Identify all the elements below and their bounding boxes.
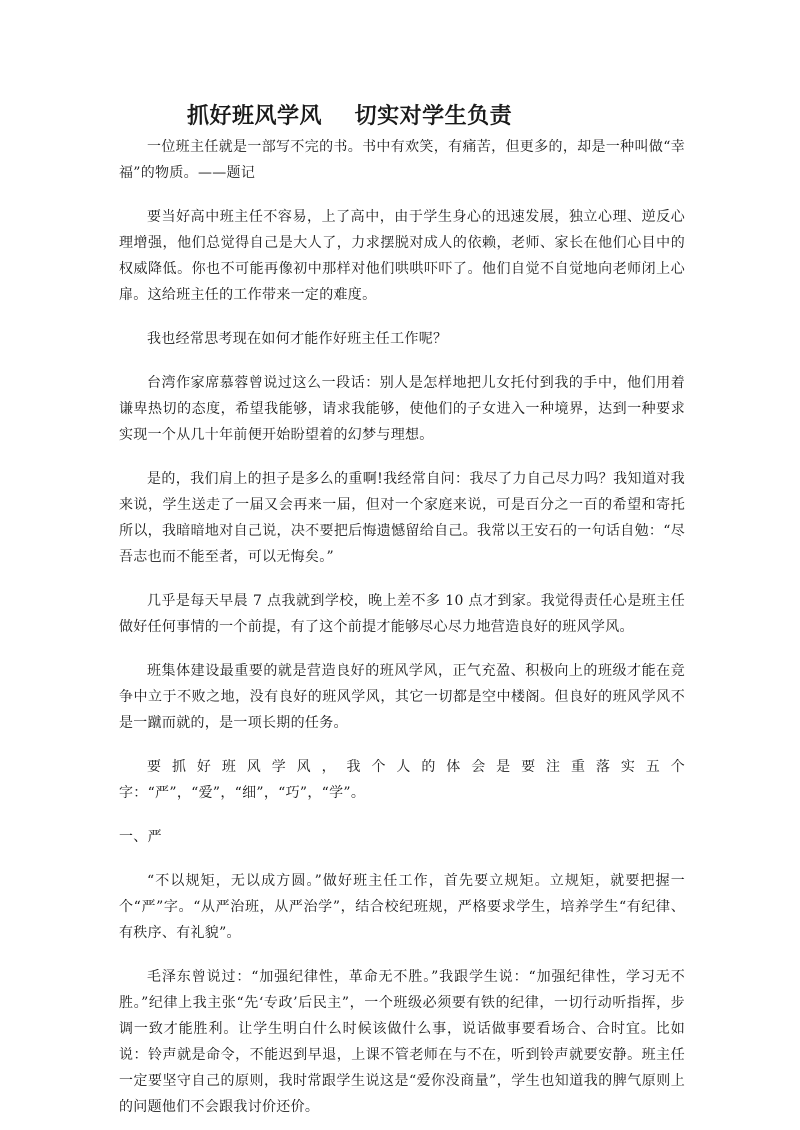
body-paragraph: 班集体建设最重要的就是营造良好的班风学风，正气充盈、积极向上的班级才能在竞争中立于不败之地，没有良好的班风学风，其它一切都是空中楼阁。但良好的班风学风不是一蹴而就的，是一项长期的任务。 — [119, 663, 685, 731]
section-paragraph: 毛泽东曾说过：“加强纪律性，革命无不胜。”我跟学生说：“加强纪律性，学习无不胜。”纪律上我主张“先‘专政’后民主”，一个班级必须要有铁的纪律，一切行动听指挥，步调一致才能胜利。让学生明白什么时候该做什么事，说话做事要看场合、合时宜。比如说：铃声就是命令，不能迟到早退，上课不管老师在与不在，听到铃声就要安静。班主任一定要坚守自己的原则，我时常跟学生说这是“爱你没商量”，学生也知道我的脾气原则上的问题他们不会跟我讨价还价。 — [119, 969, 685, 1115]
body-paragraph: 要当好高中班主任不容易，上了高中，由于学生身心的迅速发展，独立心理、逆反心理增强，他们总觉得自己是大人了，力求摆脱对成人的依赖，老师、家长在他们心目中的权威降低。你也不可能再像初中那样对他们哄哄吓吓了。他们自觉不自觉地向老师闭上心扉。这给班主任的工作带来一定的难度。 — [119, 209, 685, 303]
body-paragraph: 是的，我们肩上的担子是多么的重啊!我经常自问：我尽了力自己尽力吗？我知道对我来说，学生送走了一届又会再来一届，但对一个家庭来说，可是百分之一百的希望和寄托所以，我暗暗地对自己说，决不要把后悔遗憾留给自己。我常以王安石的一句话自勉：“尽吾志也而不能至者，可以无悔矣。” — [119, 471, 685, 565]
section-paragraph: “不以规矩，无以成方圆。”做好班主任工作，首先要立规矩。立规矩，就要把握一个“严”字。“从严治班，从严治学”，结合校纪班规，严格要求学生，培养学生“有纪律、有秩序、有礼貌”。 — [119, 873, 685, 941]
body-paragraph: 台湾作家席慕蓉曾说过这么一段话：别人是怎样地把儿女托付到我的手中，他们用着谦卑热切的态度，希望我能够，请求我能够，使他们的子女进入一种境界，达到一种要求实现一个从几十年前便开始盼望着的幻梦与理想。 — [119, 375, 685, 443]
document-page — [119, 100, 685, 1120]
body-paragraph: 要抓好班风学风，我个人的体会是要注重落实五个字：“严”，“爱”，“细”，“巧”，“学”。 — [119, 759, 685, 801]
epigraph-paragraph: 一位班主任就是一部写不完的书。书中有欢笑，有痛苦，但更多的，却是一种叫做“幸福”的物质。——题记 — [119, 139, 685, 181]
document-title: 抓好班风学风 切实对学生负责 — [187, 104, 513, 129]
body-paragraph: 几乎是每天早晨 7 点我就到学校，晚上差不多 10 点才到家。我觉得责任心是班主任做好任何事情的一个前提，有了这个前提才能够尽心尽力地营造良好的班风学风。 — [119, 593, 685, 635]
section-heading: 一、严 — [119, 829, 162, 845]
body-paragraph: 我也经常思考现在如何才能作好班主任工作呢？ — [147, 331, 448, 347]
